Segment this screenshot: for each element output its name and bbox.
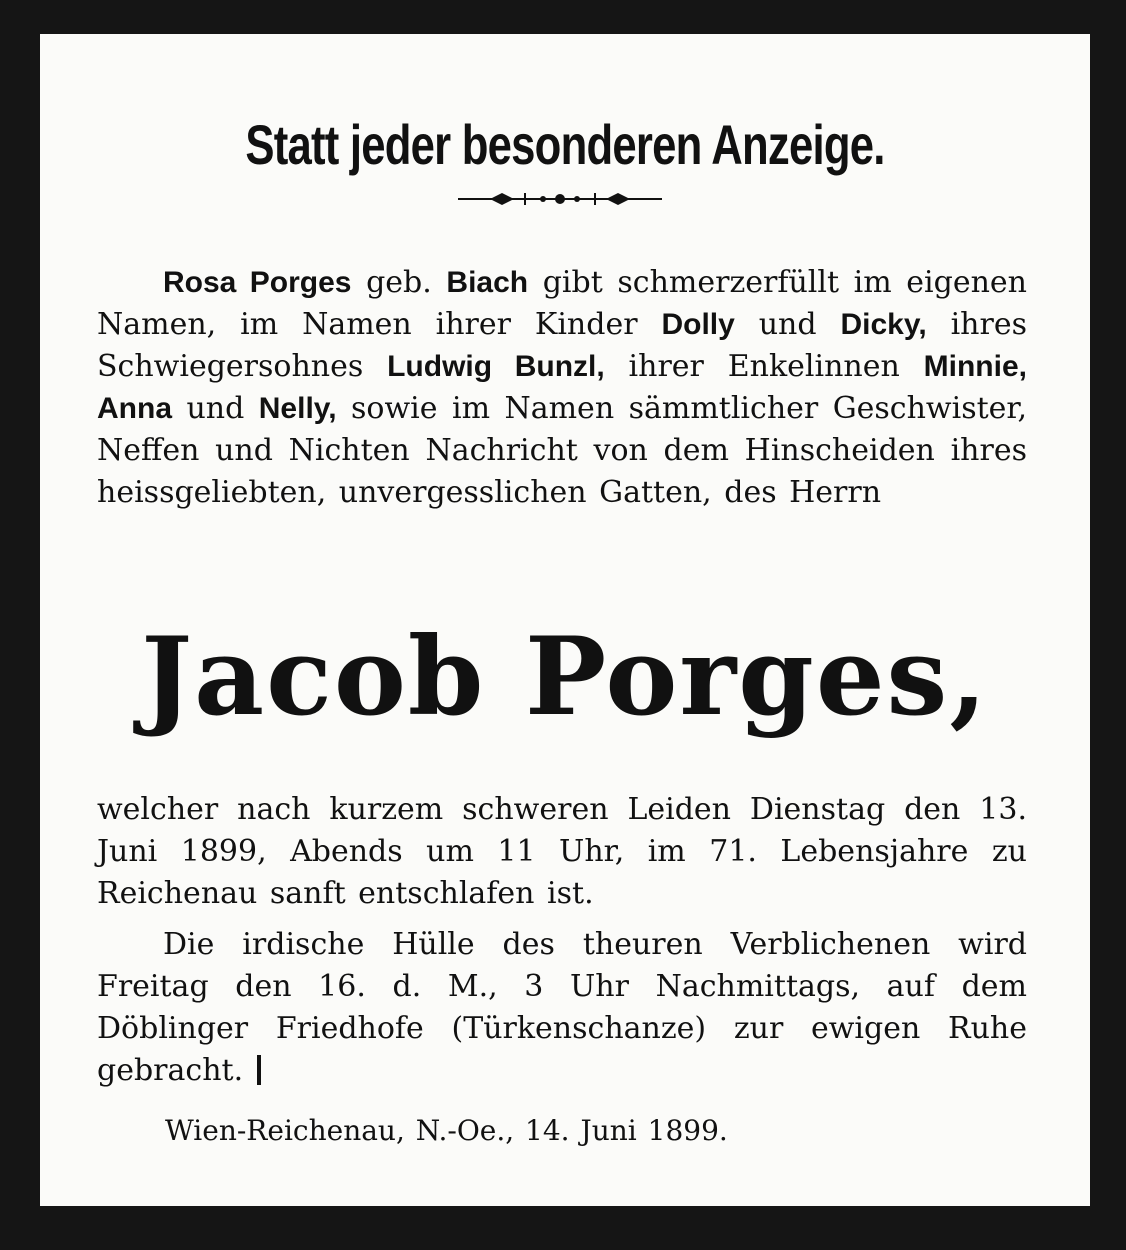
announcement-text: und xyxy=(734,307,841,342)
announcement-text: geb. xyxy=(351,265,447,300)
person-name: Ludwig Bunzl, xyxy=(387,350,605,383)
burial-details-text: Die irdische Hülle des theuren Verblichenen wird Freitag den 16. d. M., 3 Uhr Nachmittags, auf dem Döblinger Friedhofe (Türkenschanze) zur ewigen Ruhe gebracht. xyxy=(97,927,1027,1088)
deceased-name: Jacob Porges, xyxy=(141,614,989,740)
person-name: Minnie, Anna xyxy=(97,350,1027,425)
vertical-mark xyxy=(257,1055,261,1085)
notice-paper xyxy=(40,34,1090,1206)
announcement-text: gibt schmerzerfüllt im eigenen Namen, im Namen ihrer Kinder xyxy=(97,265,1027,342)
announcement-text: ihres Schwiegersohnes xyxy=(97,307,1027,384)
ornament-divider xyxy=(40,184,1090,214)
announcement-paragraph xyxy=(97,262,1027,514)
person-name: Dolly xyxy=(661,308,735,341)
burial-details-paragraph xyxy=(97,924,1027,1092)
announcement-text: sowie im Namen sämmtlicher Geschwister, Neffen und Nichten Nachricht von dem Hinscheiden ihres heissgeliebten, unvergesslichen Gatten, des Herrn xyxy=(97,391,1027,510)
death-details-paragraph: welcher nach kurzem schweren Leiden Dienstag den 13. Juni 1899, Abends um 11 Uhr, im 71. Lebensjahre zu Reichenau sanft entschlafen ist. xyxy=(97,792,1027,911)
place-date-line: Wien-Reichenau, N.-Oe., 14. Juni 1899. xyxy=(165,1114,728,1147)
announcement-text: ihrer Enkelinnen xyxy=(604,349,924,384)
person-name: Biach xyxy=(446,266,529,299)
notice-headline: Statt jeder besonderen Anzeige. xyxy=(245,113,885,176)
person-name: Dicky, xyxy=(840,308,927,341)
person-name: Nelly, xyxy=(258,392,337,425)
person-name: Rosa Porges xyxy=(163,266,352,299)
announcement-text: und xyxy=(172,391,259,426)
